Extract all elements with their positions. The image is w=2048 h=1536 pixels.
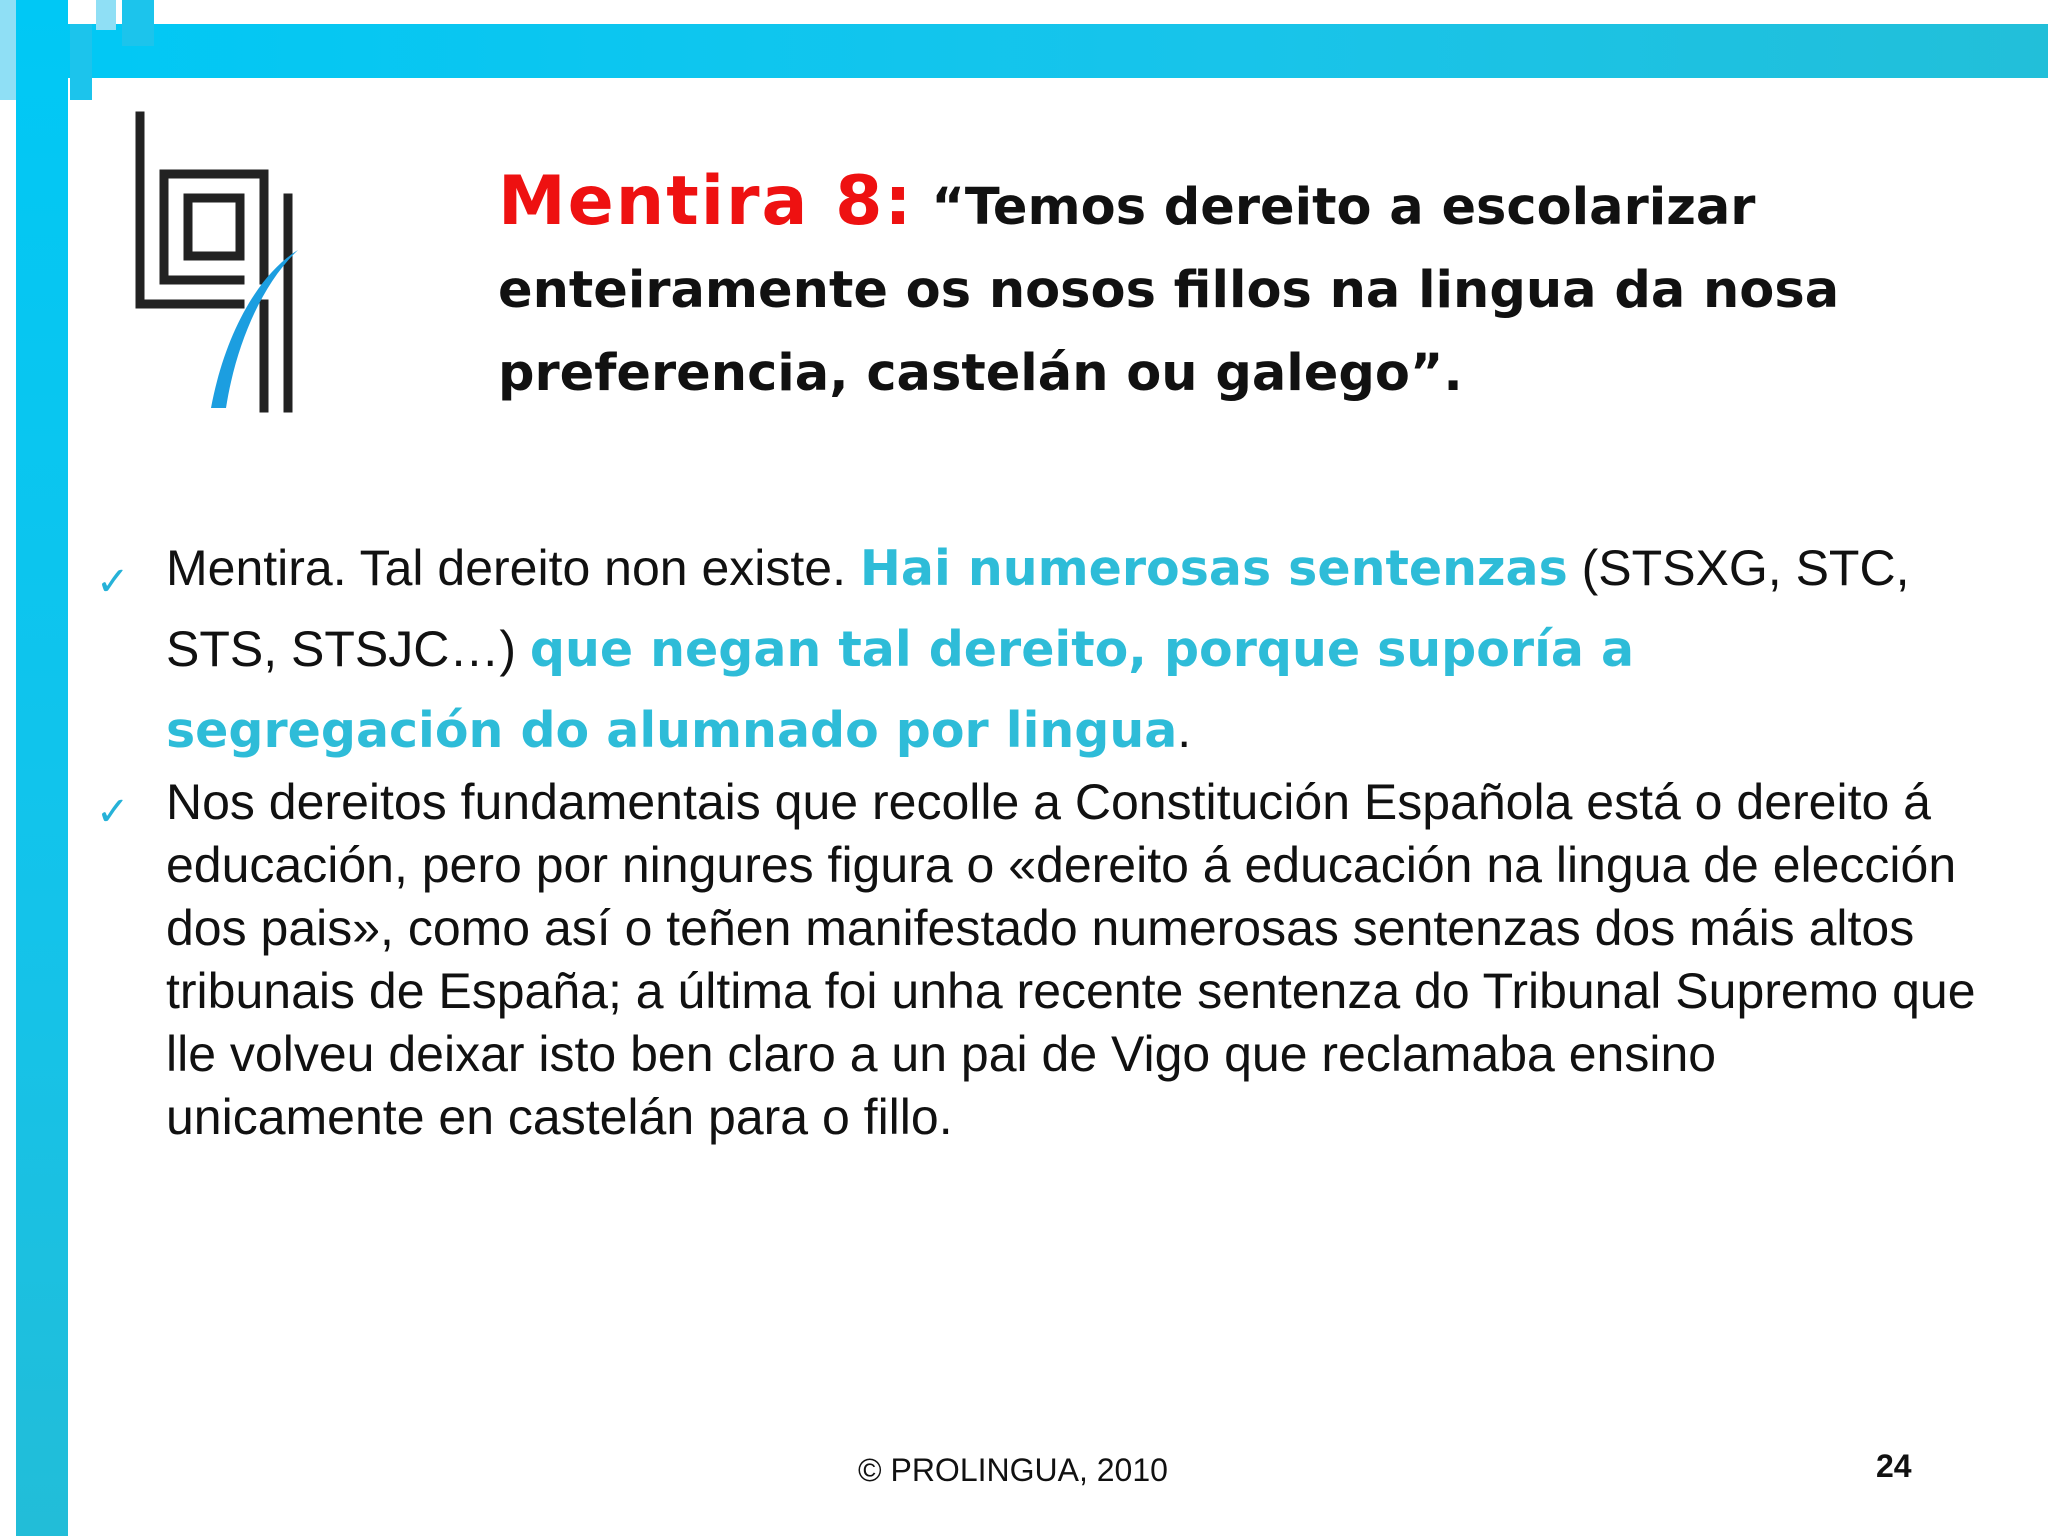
highlight-text: que negan tal dereito, porque suporía a segregación do alumnado por lingua xyxy=(166,621,1635,759)
corner-decoration xyxy=(0,0,16,60)
corner-decoration xyxy=(70,24,92,100)
list-item xyxy=(96,528,1976,771)
top-accent-bar xyxy=(0,24,2048,78)
bullet-list xyxy=(96,528,1976,1149)
corner-decoration xyxy=(96,0,116,30)
bullet-text: Mentira. Tal dereito non existe. xyxy=(166,540,860,596)
highlight-text: Hai numerosas sentenzas xyxy=(859,540,1568,597)
left-accent-bar xyxy=(16,0,68,1536)
footer-copyright: © PROLINGUA, 2010 xyxy=(858,1452,1168,1488)
page-number: 24 xyxy=(1876,1448,1912,1484)
list-item xyxy=(96,771,1976,1149)
corner-decoration xyxy=(0,60,16,100)
title-lead: Mentira 8: xyxy=(498,162,914,241)
title-quote: “Temos dereito a escolarizar enteiramente os nosos fillos na lingua da nosa preferencia, castelán ou galego”. xyxy=(498,178,1840,403)
prolingua-logo xyxy=(128,108,308,418)
check-mark-icon: ✓ xyxy=(96,789,130,835)
check-mark-icon: ✓ xyxy=(96,559,130,605)
bullet-text: Nos dereitos fundamentais que recolle a Constitución Española está o dereito á educación, pero por ningures figura o «dereito á educación na lingua de elección dos pais», como así o teñen manifestado numerosas sentenzas dos máis altos tribunais de España; a última foi unha recente sentenza do Tribunal Supremo que lle volveu deixar isto ben claro a un pai de Vigo que reclamaba ensino unicamente en castelán para o fillo. xyxy=(166,774,1976,1145)
bullet-text: . xyxy=(1177,702,1192,758)
corner-decoration xyxy=(122,0,154,46)
slide-title xyxy=(498,160,1978,415)
bullet-text: (STSXG, STC, STS, STSJC…) xyxy=(166,540,1910,677)
